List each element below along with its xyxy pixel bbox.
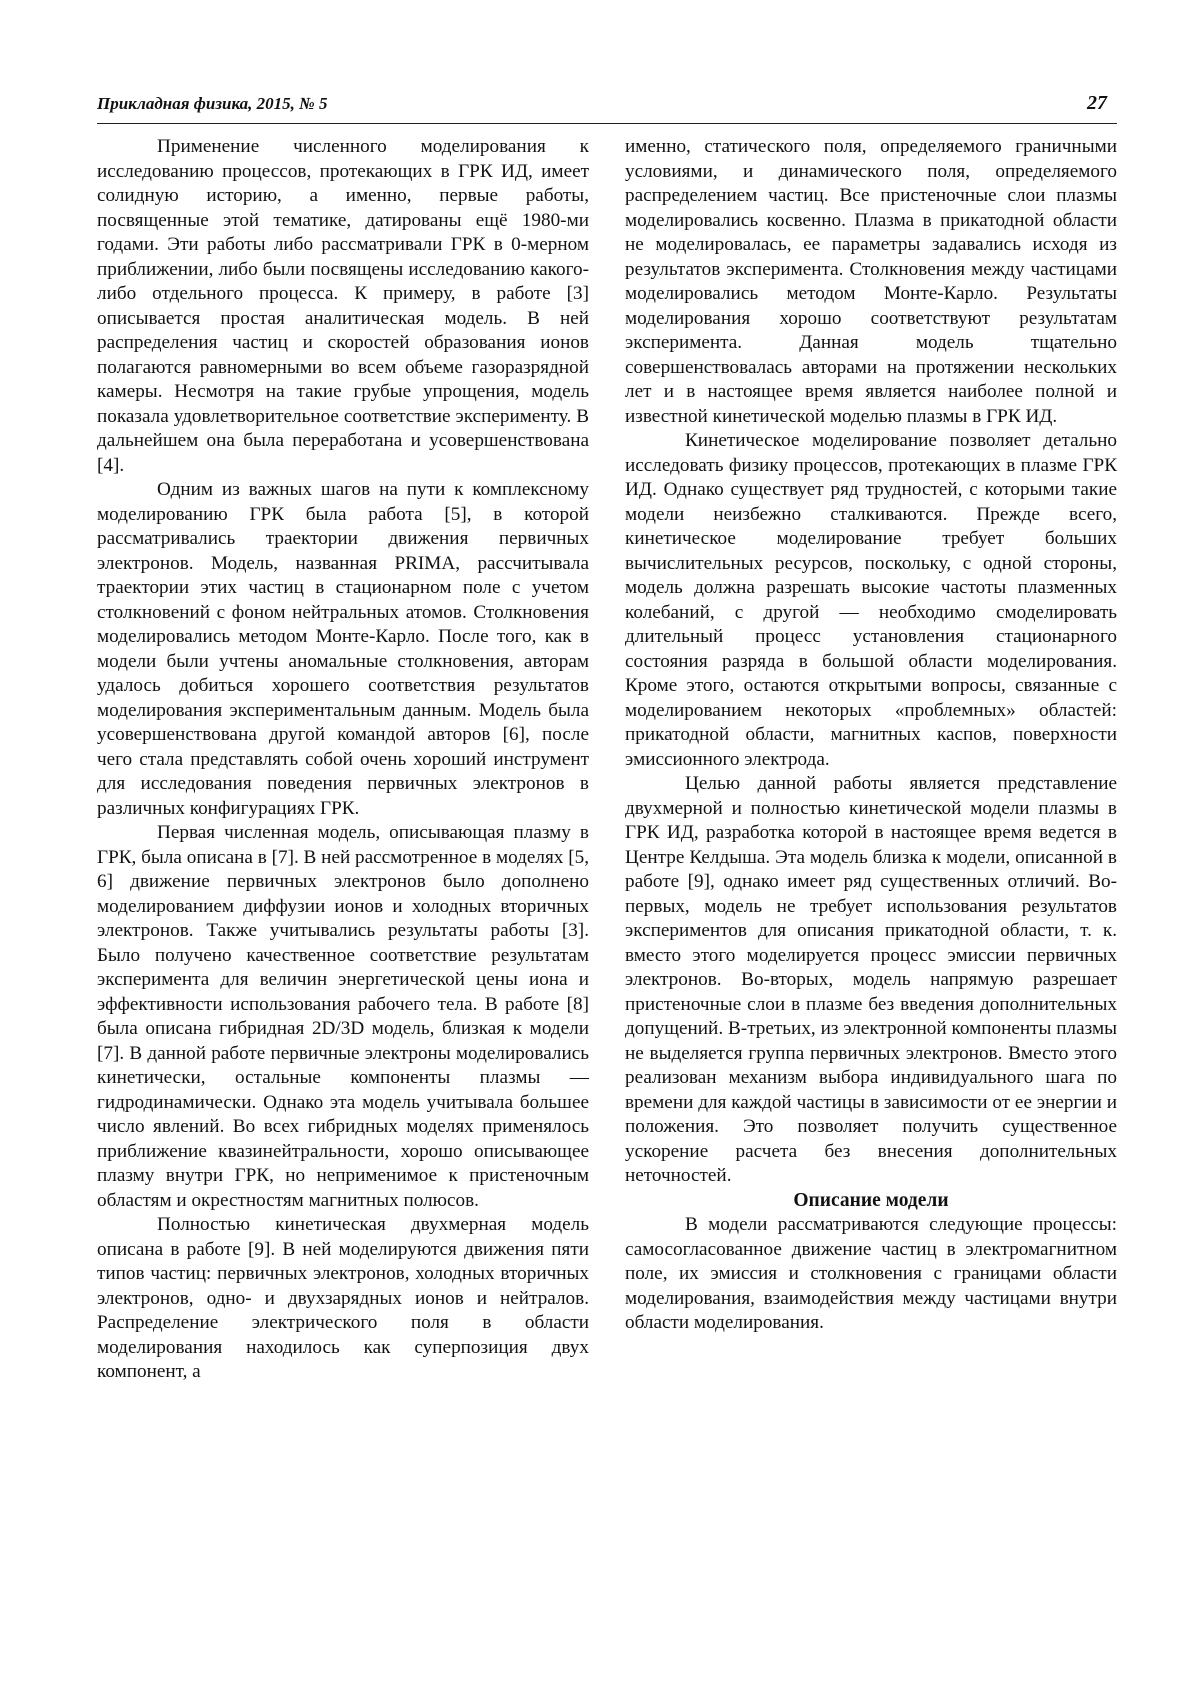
section-title: Описание модели <box>793 1189 949 1211</box>
page-number: 27 <box>1087 92 1107 114</box>
paragraph: Полностью кинетическая двухмерная модель описана в работе [9]. В ней моделируются движения пяти типов частиц: первичных электронов, холодных вторичных электронов, одно- и двухзарядных ионов и нейтралов. Распределение электрического поля в области моделирования находилось как суперпозиция двух компонент, а <box>97 1214 589 1382</box>
journal-title: Прикладная физика, 2015, № 5 <box>97 94 328 113</box>
paragraph: В модели рассматриваются следующие процессы: самосогласованное движение частиц в электромагнитном поле, их эмиссия и столкновения с границами области моделирования, взаимодействия между частицами внутри области моделирования. <box>625 1214 1117 1333</box>
left-column <box>97 135 589 1385</box>
header-rule <box>97 123 1117 124</box>
running-header <box>97 90 1117 120</box>
paragraph: Кинетическое моделирование позволяет детально исследовать физику процессов, протекающих в плазме ГРК ИД. Однако существует ряд трудностей, с которыми такие модели неизбежно сталкиваются. Прежде всего, кинетическое моделирование требует больших вычислительных ресурсов, поскольку, с одной стороны, модель должна разрешать высокие частоты плазменных колебаний, с другой — необходимо смоделировать длительный процесс установления стационарного состояния разряда в большой области моделирования. Кроме этого, остаются открытыми вопросы, связанные с моделированием некоторых «проблемных» областей: прикатодной области, магнитных каспов, поверхности эмиссионного электрода. <box>625 430 1117 770</box>
paragraph: Применение численного моделирования к исследованию процессов, протекающих в ГРК ИД, имеет солидную историю, а именно, первые работы, посвященные этой тематике, датированы ещё 1980-ми годами. Эти работы либо рассматривали ГРК в 0-мерном приближении, либо были посвящены исследованию какого-либо отдельного процесса. К примеру, в работе [3] описывается простая аналитическая модель. В ней распределения частиц и скоростей образования ионов полагаются равномерными во всем объеме газоразрядной камеры. Несмотря на такие грубые упрощения, модель показала удовлетворительное соответствие эксперименту. В дальнейшем она была переработана и усовершенствована [4]. <box>97 136 589 476</box>
paragraph: Первая численная модель, описывающая плазму в ГРК, была описана в [7]. В ней рассмотренное в моделях [5, 6] движение первичных электронов было дополнено моделированием диффузии ионов и холодных вторичных электронов. Также учитывались результаты работы [3]. Было получено качественное соответствие результатам эксперимента для величин энергетической цены иона и эффективности использования рабочего тела. В работе [8] была описана гибридная 2D/3D модель, близкая к модели [7]. В данной работе первичные электроны моделировались кинетически, остальные компоненты плазмы — гидродинамически. Однако эта модель учитывала большее число явлений. Во всех гибридных моделях применялось приближение квазинейтральности, хорошо описывающее плазму внутри ГРК, но неприменимое к пристеночным областям и окрестностям магнитных полюсов. <box>97 822 589 1211</box>
paragraph: Одним из важных шагов на пути к комплексному моделированию ГРК была работа [5], в которой рассматривались траектории движения первичных электронов. Модель, названная PRIMA, рассчитывала траектории этих частиц в стационарном поле с учетом столкновений с фоном нейтральных атомов. Столкновения моделировались методом Монте-Карло. После того, как в модели были учтены аномальные столкновения, авторам удалось добиться хорошего соответствия результатов моделирования экспериментальным данным. Модель была усовершенствована другой командой авторов [6], после чего стала представлять собой очень хороший инструмент для исследования поведения первичных электронов в различных конфигурациях ГРК. <box>97 479 589 819</box>
right-column <box>625 135 1117 1336</box>
paragraph: Целью данной работы является представление двухмерной и полностью кинетической модели плазмы в ГРК ИД, разработка которой в настоящее время ведется в Центре Келдыша. Эта модель близка к модели, описанной в работе [9], однако имеет ряд существенных отличий. Во-первых, модель не требует использования результатов экспериментов для описания прикатодной области, т. к. вместо этого моделируется процесс эмиссии первичных электронов. Во-вторых, модель напрямую разрешает пристеночные слои в плазме без введения дополнительных допущений. В-третьих, из электронной компоненты плазмы не выделяется группа первичных электронов. Вместо этого реализован механизм выбора индивидуального шага по времени для каждой частицы в зависимости от ее энергии и положения. Это позволяет получить существенное ускорение расчета без внесения дополнительных неточностей. <box>625 773 1117 1186</box>
paragraph: именно, статического поля, определяемого граничными условиями, и динамического поля, определяемого распределением частиц. Все пристеночные слои плазмы моделировались косвенно. Плазма в прикатодной области не моделировалась, ее параметры задавались исходя из результатов эксперимента. Столкновения между частицами моделировались методом Монте-Карло. Результаты моделирования хорошо соответствуют результатам эксперимента. Данная модель тщательно совершенствовалась авторами на протяжении нескольких лет и в настоящее время является наиболее полной и известной кинетической моделью плазмы в ГРК ИД. <box>625 136 1117 427</box>
